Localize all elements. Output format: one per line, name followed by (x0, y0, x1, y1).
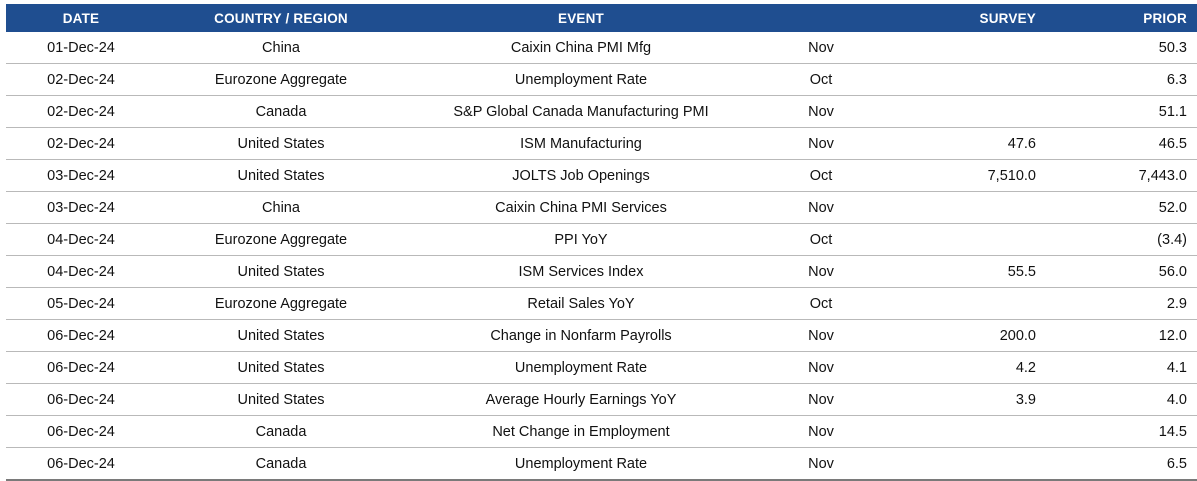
column-header-period (756, 4, 886, 32)
cell-country: Canada (156, 448, 406, 481)
cell-date: 06-Dec-24 (6, 384, 156, 416)
cell-date: 03-Dec-24 (6, 160, 156, 192)
cell-period: Nov (756, 128, 886, 160)
cell-event: ISM Manufacturing (406, 128, 756, 160)
cell-event: ISM Services Index (406, 256, 756, 288)
cell-country: United States (156, 256, 406, 288)
cell-date: 06-Dec-24 (6, 320, 156, 352)
cell-survey (886, 192, 1046, 224)
cell-event: Retail Sales YoY (406, 288, 756, 320)
cell-prior: 51.1 (1046, 96, 1197, 128)
cell-country: Canada (156, 416, 406, 448)
cell-country: United States (156, 320, 406, 352)
cell-survey: 4.2 (886, 352, 1046, 384)
cell-survey: 55.5 (886, 256, 1046, 288)
cell-survey (886, 448, 1046, 481)
cell-date: 02-Dec-24 (6, 64, 156, 96)
table-row (6, 192, 1197, 224)
cell-date: 04-Dec-24 (6, 256, 156, 288)
cell-prior: 56.0 (1046, 256, 1197, 288)
cell-event: S&P Global Canada Manufacturing PMI (406, 96, 756, 128)
cell-survey: 200.0 (886, 320, 1046, 352)
table-row (6, 320, 1197, 352)
cell-period: Nov (756, 96, 886, 128)
cell-prior: 14.5 (1046, 416, 1197, 448)
cell-event: Caixin China PMI Services (406, 192, 756, 224)
cell-period: Oct (756, 64, 886, 96)
cell-country: United States (156, 128, 406, 160)
cell-country: United States (156, 352, 406, 384)
table-row (6, 352, 1197, 384)
cell-period: Nov (756, 320, 886, 352)
column-header-prior: PRIOR (1046, 4, 1197, 32)
cell-prior: (3.4) (1046, 224, 1197, 256)
cell-prior: 52.0 (1046, 192, 1197, 224)
cell-prior: 50.3 (1046, 32, 1197, 64)
table-row (6, 128, 1197, 160)
cell-prior: 2.9 (1046, 288, 1197, 320)
cell-period: Nov (756, 192, 886, 224)
cell-country: Eurozone Aggregate (156, 64, 406, 96)
table-header (6, 4, 1197, 32)
cell-survey (886, 224, 1046, 256)
cell-survey (886, 96, 1046, 128)
cell-period: Nov (756, 384, 886, 416)
economic-calendar-table (6, 4, 1197, 481)
column-header-event: EVENT (406, 4, 756, 32)
cell-period: Nov (756, 416, 886, 448)
cell-date: 06-Dec-24 (6, 352, 156, 384)
cell-period: Nov (756, 352, 886, 384)
cell-event: Unemployment Rate (406, 352, 756, 384)
cell-survey: 47.6 (886, 128, 1046, 160)
cell-prior: 46.5 (1046, 128, 1197, 160)
table-row (6, 64, 1197, 96)
cell-event: PPI YoY (406, 224, 756, 256)
cell-event: Net Change in Employment (406, 416, 756, 448)
cell-country: China (156, 192, 406, 224)
cell-country: Eurozone Aggregate (156, 288, 406, 320)
cell-country: Canada (156, 96, 406, 128)
cell-prior: 12.0 (1046, 320, 1197, 352)
cell-date: 03-Dec-24 (6, 192, 156, 224)
cell-date: 06-Dec-24 (6, 448, 156, 481)
table-row (6, 32, 1197, 64)
cell-survey (886, 416, 1046, 448)
table-row (6, 160, 1197, 192)
cell-event: Average Hourly Earnings YoY (406, 384, 756, 416)
cell-date: 02-Dec-24 (6, 96, 156, 128)
cell-survey (886, 288, 1046, 320)
cell-event: Unemployment Rate (406, 64, 756, 96)
column-header-country: COUNTRY / REGION (156, 4, 406, 32)
cell-prior: 4.1 (1046, 352, 1197, 384)
cell-country: United States (156, 160, 406, 192)
cell-country: Eurozone Aggregate (156, 224, 406, 256)
cell-prior: 6.3 (1046, 64, 1197, 96)
column-header-survey: SURVEY (886, 4, 1046, 32)
cell-survey: 3.9 (886, 384, 1046, 416)
cell-period: Nov (756, 32, 886, 64)
cell-period: Oct (756, 288, 886, 320)
cell-date: 02-Dec-24 (6, 128, 156, 160)
table-row (6, 96, 1197, 128)
cell-date: 01-Dec-24 (6, 32, 156, 64)
cell-survey (886, 32, 1046, 64)
column-header-date: DATE (6, 4, 156, 32)
cell-period: Nov (756, 256, 886, 288)
cell-prior: 7,443.0 (1046, 160, 1197, 192)
cell-period: Oct (756, 224, 886, 256)
table-header-row (6, 4, 1197, 32)
table-row (6, 448, 1197, 481)
table-row (6, 224, 1197, 256)
cell-date: 05-Dec-24 (6, 288, 156, 320)
cell-prior: 4.0 (1046, 384, 1197, 416)
cell-period: Nov (756, 448, 886, 481)
cell-event: Unemployment Rate (406, 448, 756, 481)
cell-event: Caixin China PMI Mfg (406, 32, 756, 64)
table-row (6, 416, 1197, 448)
cell-prior: 6.5 (1046, 448, 1197, 481)
cell-country: United States (156, 384, 406, 416)
cell-country: China (156, 32, 406, 64)
cell-date: 04-Dec-24 (6, 224, 156, 256)
cell-survey (886, 64, 1046, 96)
table-body (6, 32, 1197, 480)
cell-date: 06-Dec-24 (6, 416, 156, 448)
cell-event: Change in Nonfarm Payrolls (406, 320, 756, 352)
cell-event: JOLTS Job Openings (406, 160, 756, 192)
cell-survey: 7,510.0 (886, 160, 1046, 192)
table-row (6, 288, 1197, 320)
cell-period: Oct (756, 160, 886, 192)
table-row (6, 384, 1197, 416)
table-row (6, 256, 1197, 288)
